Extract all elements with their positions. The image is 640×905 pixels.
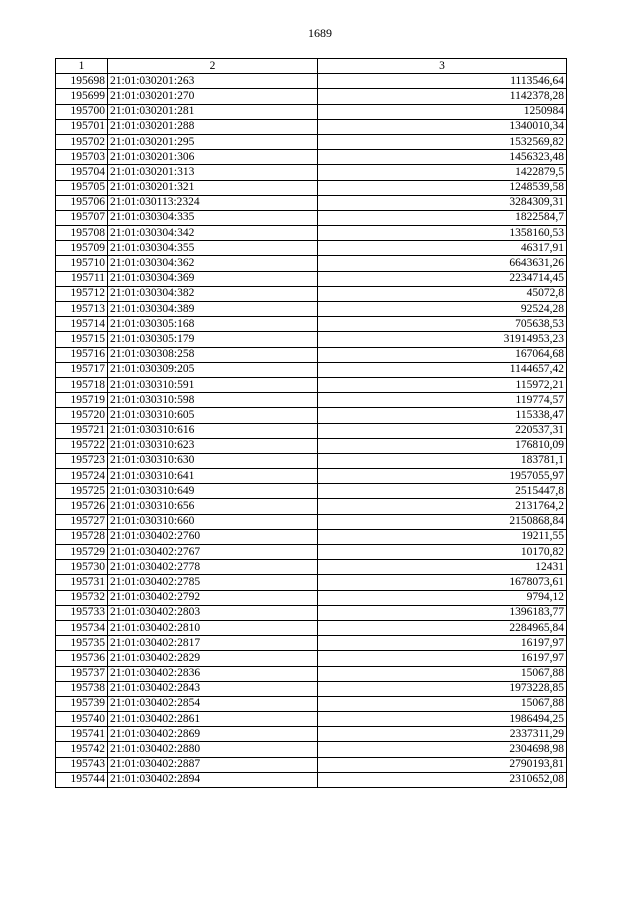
row-index-cell: 195728 xyxy=(56,529,108,544)
row-index-cell: 195710 xyxy=(56,256,108,271)
table-row xyxy=(56,666,567,681)
value-cell: 2310652,08 xyxy=(318,772,567,787)
cadastral-number-cell: 21:01:030304:335 xyxy=(108,210,318,225)
row-index-cell: 195713 xyxy=(56,302,108,317)
cadastral-number-cell: 21:01:030402:2880 xyxy=(108,742,318,757)
cadastral-number-cell: 21:01:030304:389 xyxy=(108,302,318,317)
cadastral-number-cell: 21:01:030304:369 xyxy=(108,271,318,286)
row-index-cell: 195734 xyxy=(56,620,108,635)
value-cell: 92524,28 xyxy=(318,302,567,317)
row-index-cell: 195727 xyxy=(56,514,108,529)
cadastral-number-cell: 21:01:030402:2760 xyxy=(108,529,318,544)
table-row xyxy=(56,180,567,195)
value-cell: 15067,88 xyxy=(318,666,567,681)
table-row xyxy=(56,377,567,392)
value-cell: 19211,55 xyxy=(318,529,567,544)
cadastral-number-cell: 21:01:030304:382 xyxy=(108,286,318,301)
value-cell: 1250984 xyxy=(318,104,567,119)
cadastral-number-cell: 21:01:030402:2767 xyxy=(108,545,318,560)
value-cell: 9794,12 xyxy=(318,590,567,605)
table-row xyxy=(56,302,567,317)
row-index-cell: 195712 xyxy=(56,286,108,301)
row-index-cell: 195702 xyxy=(56,134,108,149)
cadastral-number-cell: 21:01:030304:362 xyxy=(108,256,318,271)
value-cell: 2337311,29 xyxy=(318,727,567,742)
value-cell: 2131764,2 xyxy=(318,499,567,514)
table-row xyxy=(56,742,567,757)
value-cell: 2304698,98 xyxy=(318,742,567,757)
row-index-cell: 195700 xyxy=(56,104,108,119)
row-index-cell: 195729 xyxy=(56,545,108,560)
value-cell: 31914953,23 xyxy=(318,332,567,347)
value-cell: 1456323,48 xyxy=(318,150,567,165)
table-row xyxy=(56,545,567,560)
table-row xyxy=(56,89,567,104)
table-row xyxy=(56,453,567,468)
cadastral-number-cell: 21:01:030310:616 xyxy=(108,423,318,438)
value-cell: 1358160,53 xyxy=(318,226,567,241)
row-index-cell: 195735 xyxy=(56,636,108,651)
table-row xyxy=(56,423,567,438)
page-number: 1689 xyxy=(308,26,332,40)
cadastral-number-cell: 21:01:030310:623 xyxy=(108,438,318,453)
value-cell: 2150868,84 xyxy=(318,514,567,529)
table-row xyxy=(56,438,567,453)
row-index-cell: 195719 xyxy=(56,393,108,408)
table-row xyxy=(56,210,567,225)
row-index-cell: 195725 xyxy=(56,484,108,499)
value-cell: 1142378,28 xyxy=(318,89,567,104)
row-index-cell: 195711 xyxy=(56,271,108,286)
value-cell: 3284309,31 xyxy=(318,195,567,210)
table-row xyxy=(56,362,567,377)
row-index-cell: 195723 xyxy=(56,453,108,468)
cadastral-number-cell: 21:01:030402:2861 xyxy=(108,712,318,727)
row-index-cell: 195709 xyxy=(56,241,108,256)
table-row xyxy=(56,241,567,256)
value-cell: 176810,09 xyxy=(318,438,567,453)
cadastral-value-table xyxy=(55,58,567,788)
table-row xyxy=(56,347,567,362)
value-cell: 45072,8 xyxy=(318,286,567,301)
row-index-cell: 195733 xyxy=(56,605,108,620)
row-index-cell: 195718 xyxy=(56,377,108,392)
row-index-cell: 195708 xyxy=(56,226,108,241)
row-index-cell: 195705 xyxy=(56,180,108,195)
value-cell: 2790193,81 xyxy=(318,757,567,772)
cadastral-number-cell: 21:01:030402:2803 xyxy=(108,605,318,620)
cadastral-number-cell: 21:01:030402:2894 xyxy=(108,772,318,787)
cadastral-number-cell: 21:01:030201:270 xyxy=(108,89,318,104)
value-cell: 167064,68 xyxy=(318,347,567,362)
cadastral-number-cell: 21:01:030304:355 xyxy=(108,241,318,256)
cadastral-number-cell: 21:01:030308:258 xyxy=(108,347,318,362)
value-cell: 1248539,58 xyxy=(318,180,567,195)
row-index-cell: 195720 xyxy=(56,408,108,423)
table-row xyxy=(56,286,567,301)
row-index-cell: 195738 xyxy=(56,681,108,696)
value-cell: 1422879,5 xyxy=(318,165,567,180)
column-header-index: 1 xyxy=(56,59,108,74)
column-header-value: 3 xyxy=(318,59,567,74)
row-index-cell: 195743 xyxy=(56,757,108,772)
table-row xyxy=(56,575,567,590)
row-index-cell: 195698 xyxy=(56,74,108,89)
value-cell: 16197,97 xyxy=(318,636,567,651)
row-index-cell: 195739 xyxy=(56,696,108,711)
row-index-cell: 195731 xyxy=(56,575,108,590)
cadastral-number-cell: 21:01:030310:598 xyxy=(108,393,318,408)
value-cell: 1340010,34 xyxy=(318,119,567,134)
cadastral-number-cell: 21:01:030310:660 xyxy=(108,514,318,529)
value-cell: 2515447,8 xyxy=(318,484,567,499)
value-cell: 2234714,45 xyxy=(318,271,567,286)
value-cell: 15067,88 xyxy=(318,696,567,711)
table-row xyxy=(56,590,567,605)
value-cell: 46317,91 xyxy=(318,241,567,256)
cadastral-number-cell: 21:01:030310:649 xyxy=(108,484,318,499)
row-index-cell: 195717 xyxy=(56,362,108,377)
table-row xyxy=(56,332,567,347)
value-cell: 1144657,42 xyxy=(318,362,567,377)
value-cell: 1532569,82 xyxy=(318,134,567,149)
cadastral-number-cell: 21:01:030402:2785 xyxy=(108,575,318,590)
row-index-cell: 195742 xyxy=(56,742,108,757)
cadastral-number-cell: 21:01:030113:2324 xyxy=(108,195,318,210)
cadastral-number-cell: 21:01:030201:263 xyxy=(108,74,318,89)
value-cell: 115338,47 xyxy=(318,408,567,423)
row-index-cell: 195707 xyxy=(56,210,108,225)
table-row xyxy=(56,560,567,575)
table-row xyxy=(56,772,567,787)
row-index-cell: 195726 xyxy=(56,499,108,514)
cadastral-number-cell: 21:01:030402:2810 xyxy=(108,620,318,635)
cadastral-number-cell: 21:01:030402:2792 xyxy=(108,590,318,605)
value-cell: 10170,82 xyxy=(318,545,567,560)
table-row xyxy=(56,712,567,727)
cadastral-number-cell: 21:01:030309:205 xyxy=(108,362,318,377)
cadastral-number-cell: 21:01:030402:2829 xyxy=(108,651,318,666)
row-index-cell: 195716 xyxy=(56,347,108,362)
table-row xyxy=(56,165,567,180)
table-body xyxy=(56,74,567,788)
table-row xyxy=(56,469,567,484)
row-index-cell: 195737 xyxy=(56,666,108,681)
table-row xyxy=(56,605,567,620)
table-row xyxy=(56,681,567,696)
cadastral-number-cell: 21:01:030310:641 xyxy=(108,469,318,484)
cadastral-number-cell: 21:01:030402:2817 xyxy=(108,636,318,651)
table-row xyxy=(56,119,567,134)
table-row xyxy=(56,757,567,772)
table-row xyxy=(56,134,567,149)
table-row xyxy=(56,636,567,651)
table-row xyxy=(56,271,567,286)
table-row xyxy=(56,499,567,514)
value-cell: 1822584,7 xyxy=(318,210,567,225)
table-row xyxy=(56,256,567,271)
table-row xyxy=(56,150,567,165)
value-cell: 115972,21 xyxy=(318,377,567,392)
value-cell: 705638,53 xyxy=(318,317,567,332)
row-index-cell: 195704 xyxy=(56,165,108,180)
value-cell: 12431 xyxy=(318,560,567,575)
cadastral-number-cell: 21:01:030402:2778 xyxy=(108,560,318,575)
column-header-cadastral-number: 2 xyxy=(108,59,318,74)
value-cell: 1957055,97 xyxy=(318,469,567,484)
table-row xyxy=(56,529,567,544)
cadastral-number-cell: 21:01:030304:342 xyxy=(108,226,318,241)
row-index-cell: 195703 xyxy=(56,150,108,165)
table-header-row xyxy=(56,59,567,74)
cadastral-number-cell: 21:01:030402:2869 xyxy=(108,727,318,742)
table-row xyxy=(56,696,567,711)
row-index-cell: 195736 xyxy=(56,651,108,666)
row-index-cell: 195699 xyxy=(56,89,108,104)
table-row xyxy=(56,408,567,423)
row-index-cell: 195744 xyxy=(56,772,108,787)
row-index-cell: 195714 xyxy=(56,317,108,332)
row-index-cell: 195741 xyxy=(56,727,108,742)
cadastral-number-cell: 21:01:030310:605 xyxy=(108,408,318,423)
table-row xyxy=(56,317,567,332)
cadastral-number-cell: 21:01:030402:2836 xyxy=(108,666,318,681)
row-index-cell: 195701 xyxy=(56,119,108,134)
row-index-cell: 195724 xyxy=(56,469,108,484)
cadastral-number-cell: 21:01:030201:306 xyxy=(108,150,318,165)
value-cell: 16197,97 xyxy=(318,651,567,666)
table-row xyxy=(56,393,567,408)
cadastral-number-cell: 21:01:030201:288 xyxy=(108,119,318,134)
cadastral-number-cell: 21:01:030402:2843 xyxy=(108,681,318,696)
value-cell: 2284965,84 xyxy=(318,620,567,635)
row-index-cell: 195722 xyxy=(56,438,108,453)
table-row xyxy=(56,727,567,742)
value-cell: 220537,31 xyxy=(318,423,567,438)
cadastral-number-cell: 21:01:030201:321 xyxy=(108,180,318,195)
table-row xyxy=(56,514,567,529)
table-row xyxy=(56,484,567,499)
cadastral-number-cell: 21:01:030201:313 xyxy=(108,165,318,180)
value-cell: 119774,57 xyxy=(318,393,567,408)
value-cell: 1986494,25 xyxy=(318,712,567,727)
value-cell: 6643631,26 xyxy=(318,256,567,271)
table-row xyxy=(56,620,567,635)
value-cell: 183781,1 xyxy=(318,453,567,468)
cadastral-number-cell: 21:01:030310:656 xyxy=(108,499,318,514)
row-index-cell: 195730 xyxy=(56,560,108,575)
cadastral-number-cell: 21:01:030305:179 xyxy=(108,332,318,347)
table-row xyxy=(56,651,567,666)
cadastral-number-cell: 21:01:030402:2854 xyxy=(108,696,318,711)
cadastral-number-cell: 21:01:030310:630 xyxy=(108,453,318,468)
value-cell: 1678073,61 xyxy=(318,575,567,590)
row-index-cell: 195715 xyxy=(56,332,108,347)
table-row xyxy=(56,226,567,241)
cadastral-number-cell: 21:01:030305:168 xyxy=(108,317,318,332)
row-index-cell: 195740 xyxy=(56,712,108,727)
value-cell: 1973228,85 xyxy=(318,681,567,696)
row-index-cell: 195721 xyxy=(56,423,108,438)
table-row xyxy=(56,104,567,119)
cadastral-number-cell: 21:01:030402:2887 xyxy=(108,757,318,772)
table-row xyxy=(56,74,567,89)
row-index-cell: 195706 xyxy=(56,195,108,210)
value-cell: 1396183,77 xyxy=(318,605,567,620)
cadastral-number-cell: 21:01:030201:295 xyxy=(108,134,318,149)
row-index-cell: 195732 xyxy=(56,590,108,605)
cadastral-number-cell: 21:01:030310:591 xyxy=(108,377,318,392)
value-cell: 1113546,64 xyxy=(318,74,567,89)
table-row xyxy=(56,195,567,210)
cadastral-number-cell: 21:01:030201:281 xyxy=(108,104,318,119)
